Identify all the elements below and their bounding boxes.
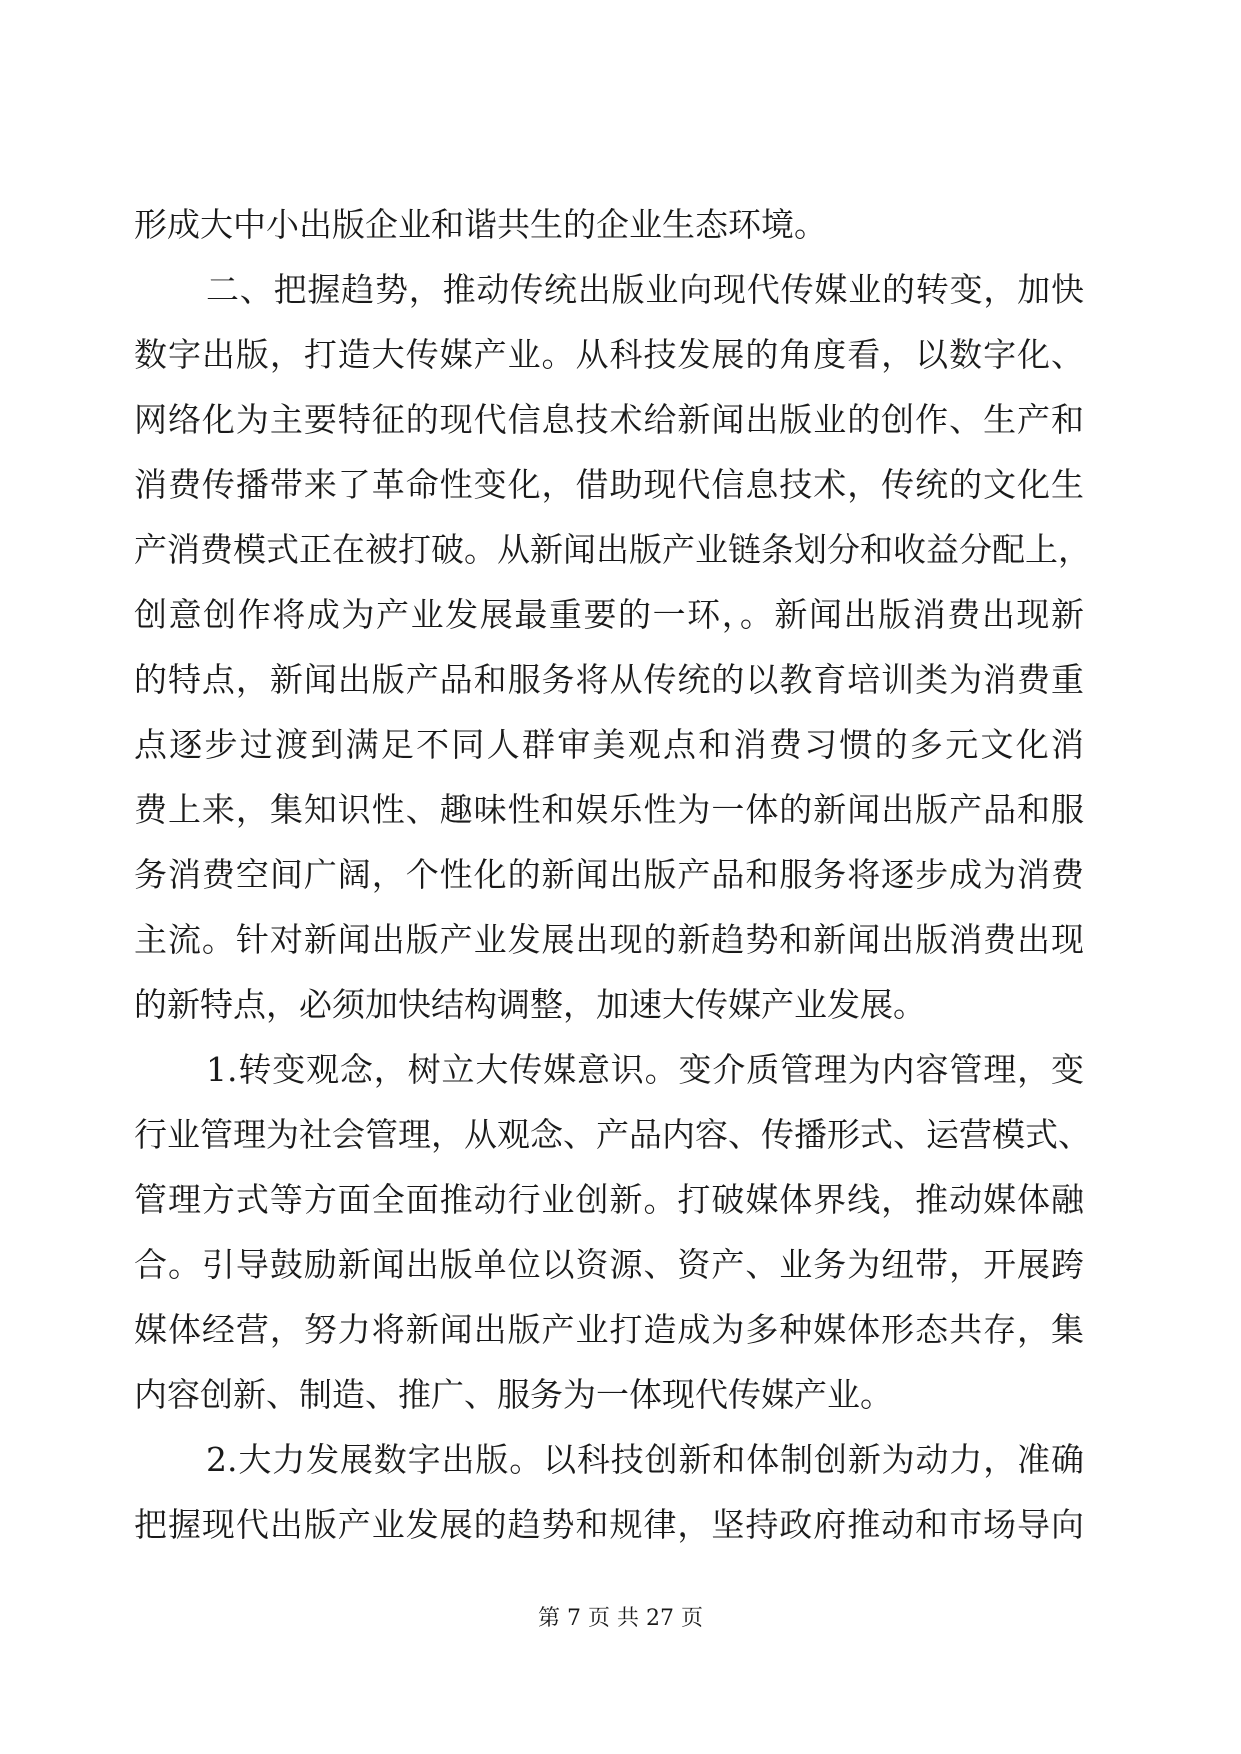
text-line: 的特点，新闻出版产品和服务将从传统的以教育培训类为消费重 bbox=[134, 660, 1084, 699]
text-line: 媒体经营，努力将新闻出版产业打造成为多种媒体形态共存，集 bbox=[134, 1310, 1084, 1349]
text-line: 网络化为主要特征的现代信息技术给新闻出版业的创作、生产和 bbox=[134, 400, 1084, 439]
text-line: 合。引导鼓励新闻出版单位以资源、资产、业务为纽带，开展跨 bbox=[134, 1245, 1084, 1284]
text-line: 点逐步过渡到满足不同人群审美观点和消费习惯的多元文化消 bbox=[134, 725, 1084, 764]
page-number: 第 7 页 共 27 页 bbox=[538, 1606, 703, 1631]
text-line: 内容创新、制造、推广、服务为一体现代传媒产业。 bbox=[134, 1375, 893, 1414]
text-line: 数字出版，打造大传媒产业。从科技发展的角度看，以数字化、 bbox=[134, 335, 1084, 374]
text-line: 务消费空间广阔，个性化的新闻出版产品和服务将逐步成为消费 bbox=[134, 855, 1084, 894]
text-line: 1.转变观念，树立大传媒意识。变介质管理为内容管理，变 bbox=[206, 1050, 1084, 1089]
text-line: 行业管理为社会管理，从观念、产品内容、传播形式、运营模式、 bbox=[134, 1115, 1091, 1154]
text-line: 费上来，集知识性、趣味性和娱乐性为一体的新闻出版产品和服 bbox=[134, 790, 1084, 829]
text-line: 形成大中小出版企业和谐共生的企业生态环境。 bbox=[134, 205, 827, 244]
text-line: 产消费模式正在被打破。从新闻出版产业链条划分和收益分配上， bbox=[134, 530, 1091, 569]
text-line: 把握现代出版产业发展的趋势和规律，坚持政府推动和市场导向 bbox=[134, 1505, 1084, 1544]
text-line: 的新特点，必须加快结构调整，加速大传媒产业发展。 bbox=[134, 985, 926, 1024]
text-line: 主流。针对新闻出版产业发展出现的新趋势和新闻出版消费出现 bbox=[134, 920, 1084, 959]
text-line: 创意创作将成为产业发展最重要的一环，。新闻出版消费出现新 bbox=[134, 595, 1084, 634]
text-line: 2.大力发展数字出版。以科技创新和体制创新为动力，准确 bbox=[206, 1440, 1084, 1479]
text-line: 二、把握趋势，推动传统出版业向现代传媒业的转变，加快 bbox=[206, 270, 1084, 309]
text-line: 管理方式等方面全面推动行业创新。打破媒体界线，推动媒体融 bbox=[134, 1180, 1084, 1219]
text-line: 消费传播带来了革命性变化，借助现代信息技术，传统的文化生 bbox=[134, 465, 1084, 504]
